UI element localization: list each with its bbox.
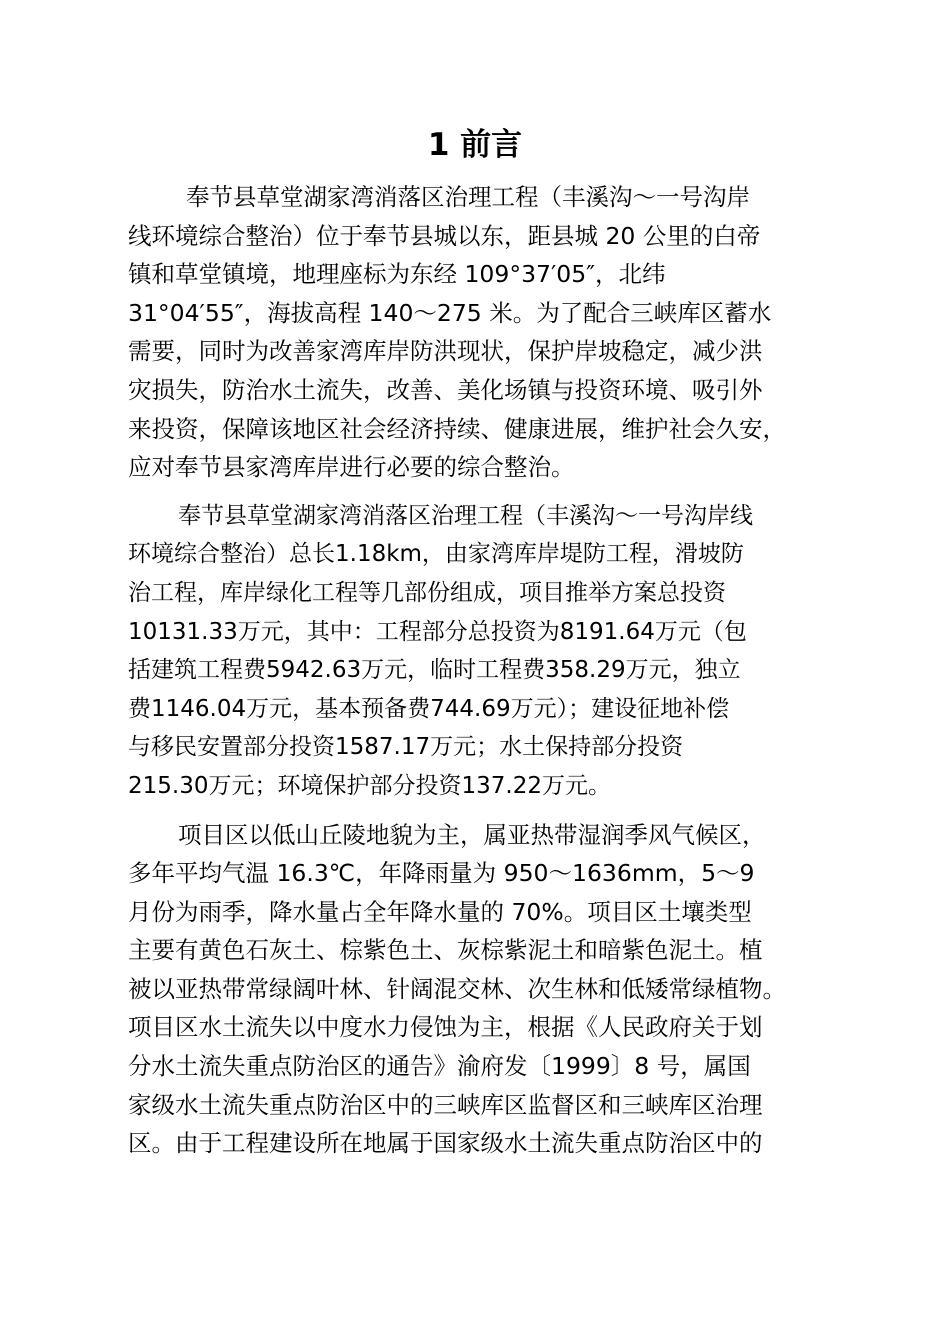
text-line: 区。由于工程建设所在地属于国家级水土流失重点防治区中的 (128, 1129, 763, 1158)
text-line: 费1146.04万元，基本预备费744.69万元）；建设征地补偿 (128, 695, 730, 722)
text-line: 多年平均气温 16.3℃，年降雨量为 950～1636mm，5～9 (128, 859, 755, 888)
text-line: 括建筑工程费5942.63万元，临时工程费358.29万元，独立 (128, 657, 741, 684)
text-line: 项目区水土流失以中度水力侵蚀为主，根据《人民政府关于划 (128, 1013, 763, 1042)
text-line: 主要有黄色石灰土、棕紫色土、灰棕紫泥土和暗紫色泥土。植 (128, 936, 763, 965)
paragraph-project-location (128, 178, 838, 487)
text-line: 环境综合整治）总长1.18km，由家湾库岸堤防工程，滑坡防 (128, 541, 744, 568)
paragraph-project-investment (128, 497, 838, 806)
text-line: 家级水土流失重点防治区中的三峡库区监督区和三峡库区治理 (128, 1090, 763, 1119)
text-line: 月份为雨季，降水量占全年降水量的 70%。项目区土壤类型 (128, 897, 752, 926)
text-line: 治工程，库岸绿化工程等几部份组成，项目推举方案总投资 (128, 579, 726, 606)
text-line: 被以亚热带常绿阔叶林、针阔混交林、次生林和低矮常绿植物。 (128, 974, 786, 1003)
text-line: 奉节县草堂湖家湾消落区治理工程（丰溪沟～一号沟岸线 (178, 502, 753, 529)
text-line: 215.30万元；环境保护部分投资137.22万元。 (128, 772, 611, 799)
body-text (128, 178, 838, 1173)
text-line: 灾损失，防治水土流失，改善、美化场镇与投资环境、吸引外 (128, 375, 763, 404)
text-line: 项目区以低山丘陵地貌为主，属亚热带湿润季风气候区， (178, 820, 766, 849)
text-line: 31°04′55″，海拔高程 140～275 米。为了配合三峡库区蓄水 (128, 298, 772, 327)
text-line: 奉节县草堂湖家湾消落区治理工程（丰溪沟～一号沟岸 (186, 183, 750, 211)
text-line: 分水土流失重点防治区的通告》渝府发〔1999〕8 号，属国 (128, 1052, 751, 1081)
page-title: 1 前言 (427, 127, 523, 163)
text-line: 应对奉节县家湾库岸进行必要的综合整治。 (128, 453, 575, 482)
text-line: 需要，同时为改善家湾库岸防洪现状，保护岸坡稳定，减少洪 (128, 337, 763, 366)
text-line: 与移民安置部分投资1587.17万元；水土保持部分投资 (128, 734, 684, 761)
text-line: 线环境综合整治）位于奉节县城以东，距县城 20 公里的白帝 (128, 221, 761, 250)
text-line: 10131.33万元，其中：工程部分总投资为8191.64万元（包 (128, 618, 747, 645)
paragraph-project-environment (128, 816, 838, 1163)
text-line: 来投资，保障该地区社会经济持续、健康进展，维护社会久安， (128, 414, 786, 443)
text-line: 镇和草堂镇境，地理座标为东经 109°37′05″，北纬 (128, 260, 666, 289)
